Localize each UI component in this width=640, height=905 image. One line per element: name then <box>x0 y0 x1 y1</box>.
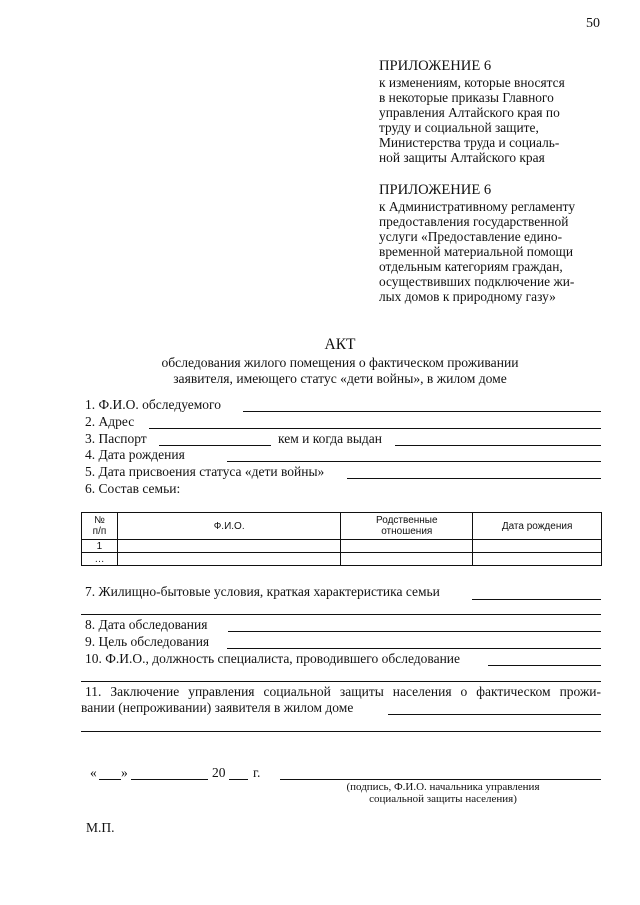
signature-caption-line1: (подпись, Ф.И.О. начальника управления <box>346 781 540 793</box>
table-cell-number: 1 <box>82 540 118 553</box>
field-line-status-date[interactable] <box>347 478 601 479</box>
field-line-survey-purpose[interactable] <box>227 648 601 649</box>
field-line-birthdate[interactable] <box>227 461 601 462</box>
field-label-passport: 3. Паспорт <box>85 431 147 446</box>
field-line-survey-date[interactable] <box>228 631 601 632</box>
table-cell-birthdate[interactable] <box>473 553 602 566</box>
field-label-fio: 1. Ф.И.О. обследуемого <box>85 397 222 412</box>
signature-caption-line2: социальной защиты населения) <box>369 793 517 805</box>
header-number-line2: п/п <box>92 526 107 537</box>
appendix-line: ной защиты Алтайского края <box>379 150 545 165</box>
table-cell-number: … <box>82 553 118 566</box>
table-cell-relation[interactable] <box>341 540 473 553</box>
family-table <box>81 512 602 566</box>
appendix-line: труду и социальной защите, <box>379 120 539 135</box>
field-line-living-conditions-2[interactable] <box>81 614 601 615</box>
header-birthdate: Дата рождения <box>473 513 602 540</box>
header-relation-line1: Родственные <box>376 515 438 526</box>
appendix-line: услуги «Предоставление едино- <box>379 229 563 244</box>
table-header-row <box>82 513 602 540</box>
field-label-survey-date: 8. Дата обследования <box>85 617 208 632</box>
header-relation <box>341 513 473 540</box>
date-year-suffix: г. <box>253 765 261 780</box>
appendix-line: в некоторые приказы Главного <box>379 90 554 105</box>
field-label-conclusion-line2: вании (непроживании) заявителя в жилом доме <box>81 700 354 715</box>
table-row <box>82 553 602 566</box>
appendix-heading: ПРИЛОЖЕНИЕ 6 <box>379 182 492 198</box>
appendix-block-1 <box>379 58 598 165</box>
table-cell-relation[interactable] <box>341 553 473 566</box>
appendix-line: к изменениям, которые вносятся <box>379 75 565 90</box>
signature-caption <box>300 781 586 805</box>
table-cell-birthdate[interactable] <box>473 540 602 553</box>
date-month-line[interactable] <box>131 779 208 780</box>
field-label-specialist: 10. Ф.И.О., должность специалиста, проводившего обследование <box>85 651 461 666</box>
field-label-living-conditions: 7. Жилищно-бытовые условия, краткая характеристика семьи <box>85 584 440 599</box>
header-number-line1: № <box>94 515 105 526</box>
appendix-line: управления Алтайского края по <box>379 105 560 120</box>
field-line-address[interactable] <box>149 428 601 429</box>
table-row <box>82 540 602 553</box>
appendix-line: Министерства труда и социаль- <box>379 135 560 150</box>
field-line-issued[interactable] <box>395 445 601 446</box>
page-number: 50 <box>586 16 600 31</box>
table-cell-fio[interactable] <box>117 540 340 553</box>
date-open-quote: « <box>90 765 97 780</box>
appendix-line: лых домов к природному газу» <box>379 289 556 304</box>
date-day-line[interactable] <box>99 779 121 780</box>
date-year-prefix: 20 <box>212 765 226 780</box>
field-label-conclusion-line1: 11. Заключение управления социальной защиты населения о фактическом прожи- <box>85 684 601 699</box>
header-fio: Ф.И.О. <box>117 513 340 540</box>
field-label-address: 2. Адрес <box>85 414 135 429</box>
field-line-passport[interactable] <box>159 445 271 446</box>
field-line-conclusion[interactable] <box>388 714 601 715</box>
appendix-heading: ПРИЛОЖЕНИЕ 6 <box>379 58 492 74</box>
appendix-block-2 <box>379 182 598 304</box>
field-line-conclusion-2[interactable] <box>81 731 601 732</box>
field-label-family: 6. Состав семьи: <box>85 481 181 496</box>
field-line-fio[interactable] <box>243 411 601 412</box>
field-label-issued: кем и когда выдан <box>278 431 382 446</box>
header-number <box>82 513 118 540</box>
signature-line[interactable] <box>280 779 601 780</box>
appendix-line: предоставления государственной <box>379 214 569 229</box>
act-subtitle-line2: заявителя, имеющего статус «дети войны», в жилом доме <box>173 371 507 386</box>
field-label-birthdate: 4. Дата рождения <box>85 447 185 462</box>
act-subtitle-line1: обследования жилого помещения о фактическом проживании <box>161 355 519 370</box>
field-line-specialist[interactable] <box>488 665 601 666</box>
date-close-quote: » <box>121 765 128 780</box>
appendix-line: осуществивших подключение жи- <box>379 274 575 289</box>
table-cell-fio[interactable] <box>117 553 340 566</box>
act-title: АКТ <box>324 336 356 353</box>
field-label-survey-purpose: 9. Цель обследования <box>85 634 210 649</box>
date-year-line[interactable] <box>229 779 248 780</box>
field-label-status-date: 5. Дата присвоения статуса «дети войны» <box>85 464 325 479</box>
field-line-specialist-2[interactable] <box>81 681 601 682</box>
appendix-line: временной материальной помощи <box>379 244 574 259</box>
stamp-place: М.П. <box>86 820 115 835</box>
appendix-line: к Административному регламенту <box>379 199 576 214</box>
appendix-line: отдельным категориям граждан, <box>379 259 563 274</box>
header-relation-line2: отношения <box>381 526 433 537</box>
field-line-living-conditions[interactable] <box>472 599 601 600</box>
